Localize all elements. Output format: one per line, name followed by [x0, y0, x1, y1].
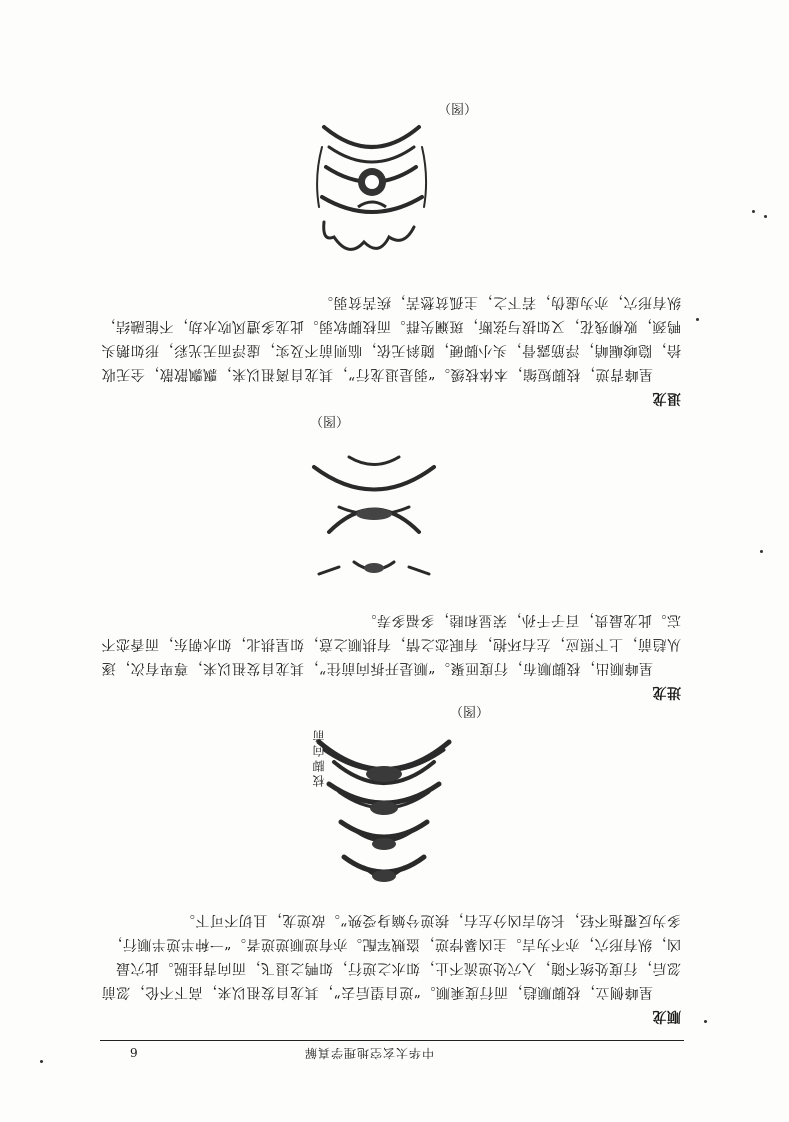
section-3-title: 退龙	[652, 390, 681, 406]
page-number: 6	[130, 1045, 138, 1059]
running-header	[100, 1040, 684, 1065]
figure-2-drawing	[299, 442, 449, 582]
section-1-paragraph: 星峰侧立，枝脚顺趋，而行度乘顺。“逆自望后去”，其龙自发祖以来，高下不伦，忽前忽后，行度处统不随，入穴处逆流不止，如水之逆行，如鸭之退飞，而向背挂脱。此穴最凶，纵有形穴，亦不为吉。主凶暴悖逆，盗贼军配。亦有逆顺逆逆者。“一种半逆半顺行，多为反覆拖不轻，长幼吉凶分左右，挨逆兮嫡身受殃”。故逆龙，且切不可下。	[101, 912, 681, 1000]
section-2	[101, 608, 681, 704]
section-1	[101, 908, 681, 1028]
section-2-title: 进龙	[652, 684, 681, 700]
figure-3-caption: （图）	[437, 100, 477, 115]
section-1-title: 顺龙	[652, 1008, 681, 1024]
figure-3-drawing	[309, 107, 434, 267]
figure-2-caption: （图）	[309, 413, 349, 428]
section-3	[101, 290, 681, 410]
section-3-paragraph: 星峰背逆，枝脚短缩，本体枝缓。“弱是退龙行”，其龙自离祖以来，飘飘散散，全无收拾，隐峻崛峭，浮筋露骨，头小脚硬，随斜无依，临则前不及实，虚浮而无光彩，形如鹅头鸭颈，败柳残花，又如拔与弦断，斑斓失群。而枝脚软弱。此龙多遭风吹水劫，不能融结，纵有形穴，亦为虚伪，若下之，主孤贫愁苦，疾苦贫弱。	[101, 294, 681, 382]
figure-1-side-label: 枝脚向前	[312, 727, 326, 787]
figure-1-caption: （图）	[449, 703, 489, 718]
book-title: 中华太玄空地理学真解	[303, 1046, 434, 1060]
section-2-paragraph: 星峰顺出，枝脚顺布，行度匝聚。“顺是开拆向前往”，其龙自发祖以来，尊卑有次，逐从趋前，上下照应，左右环抱，有眠恋之情，有拱顺之意，如星拱北，如水朝东，而香恋不忘。此龙最贵，百子千孙，荣显和睦，多福多寿。	[101, 612, 681, 676]
